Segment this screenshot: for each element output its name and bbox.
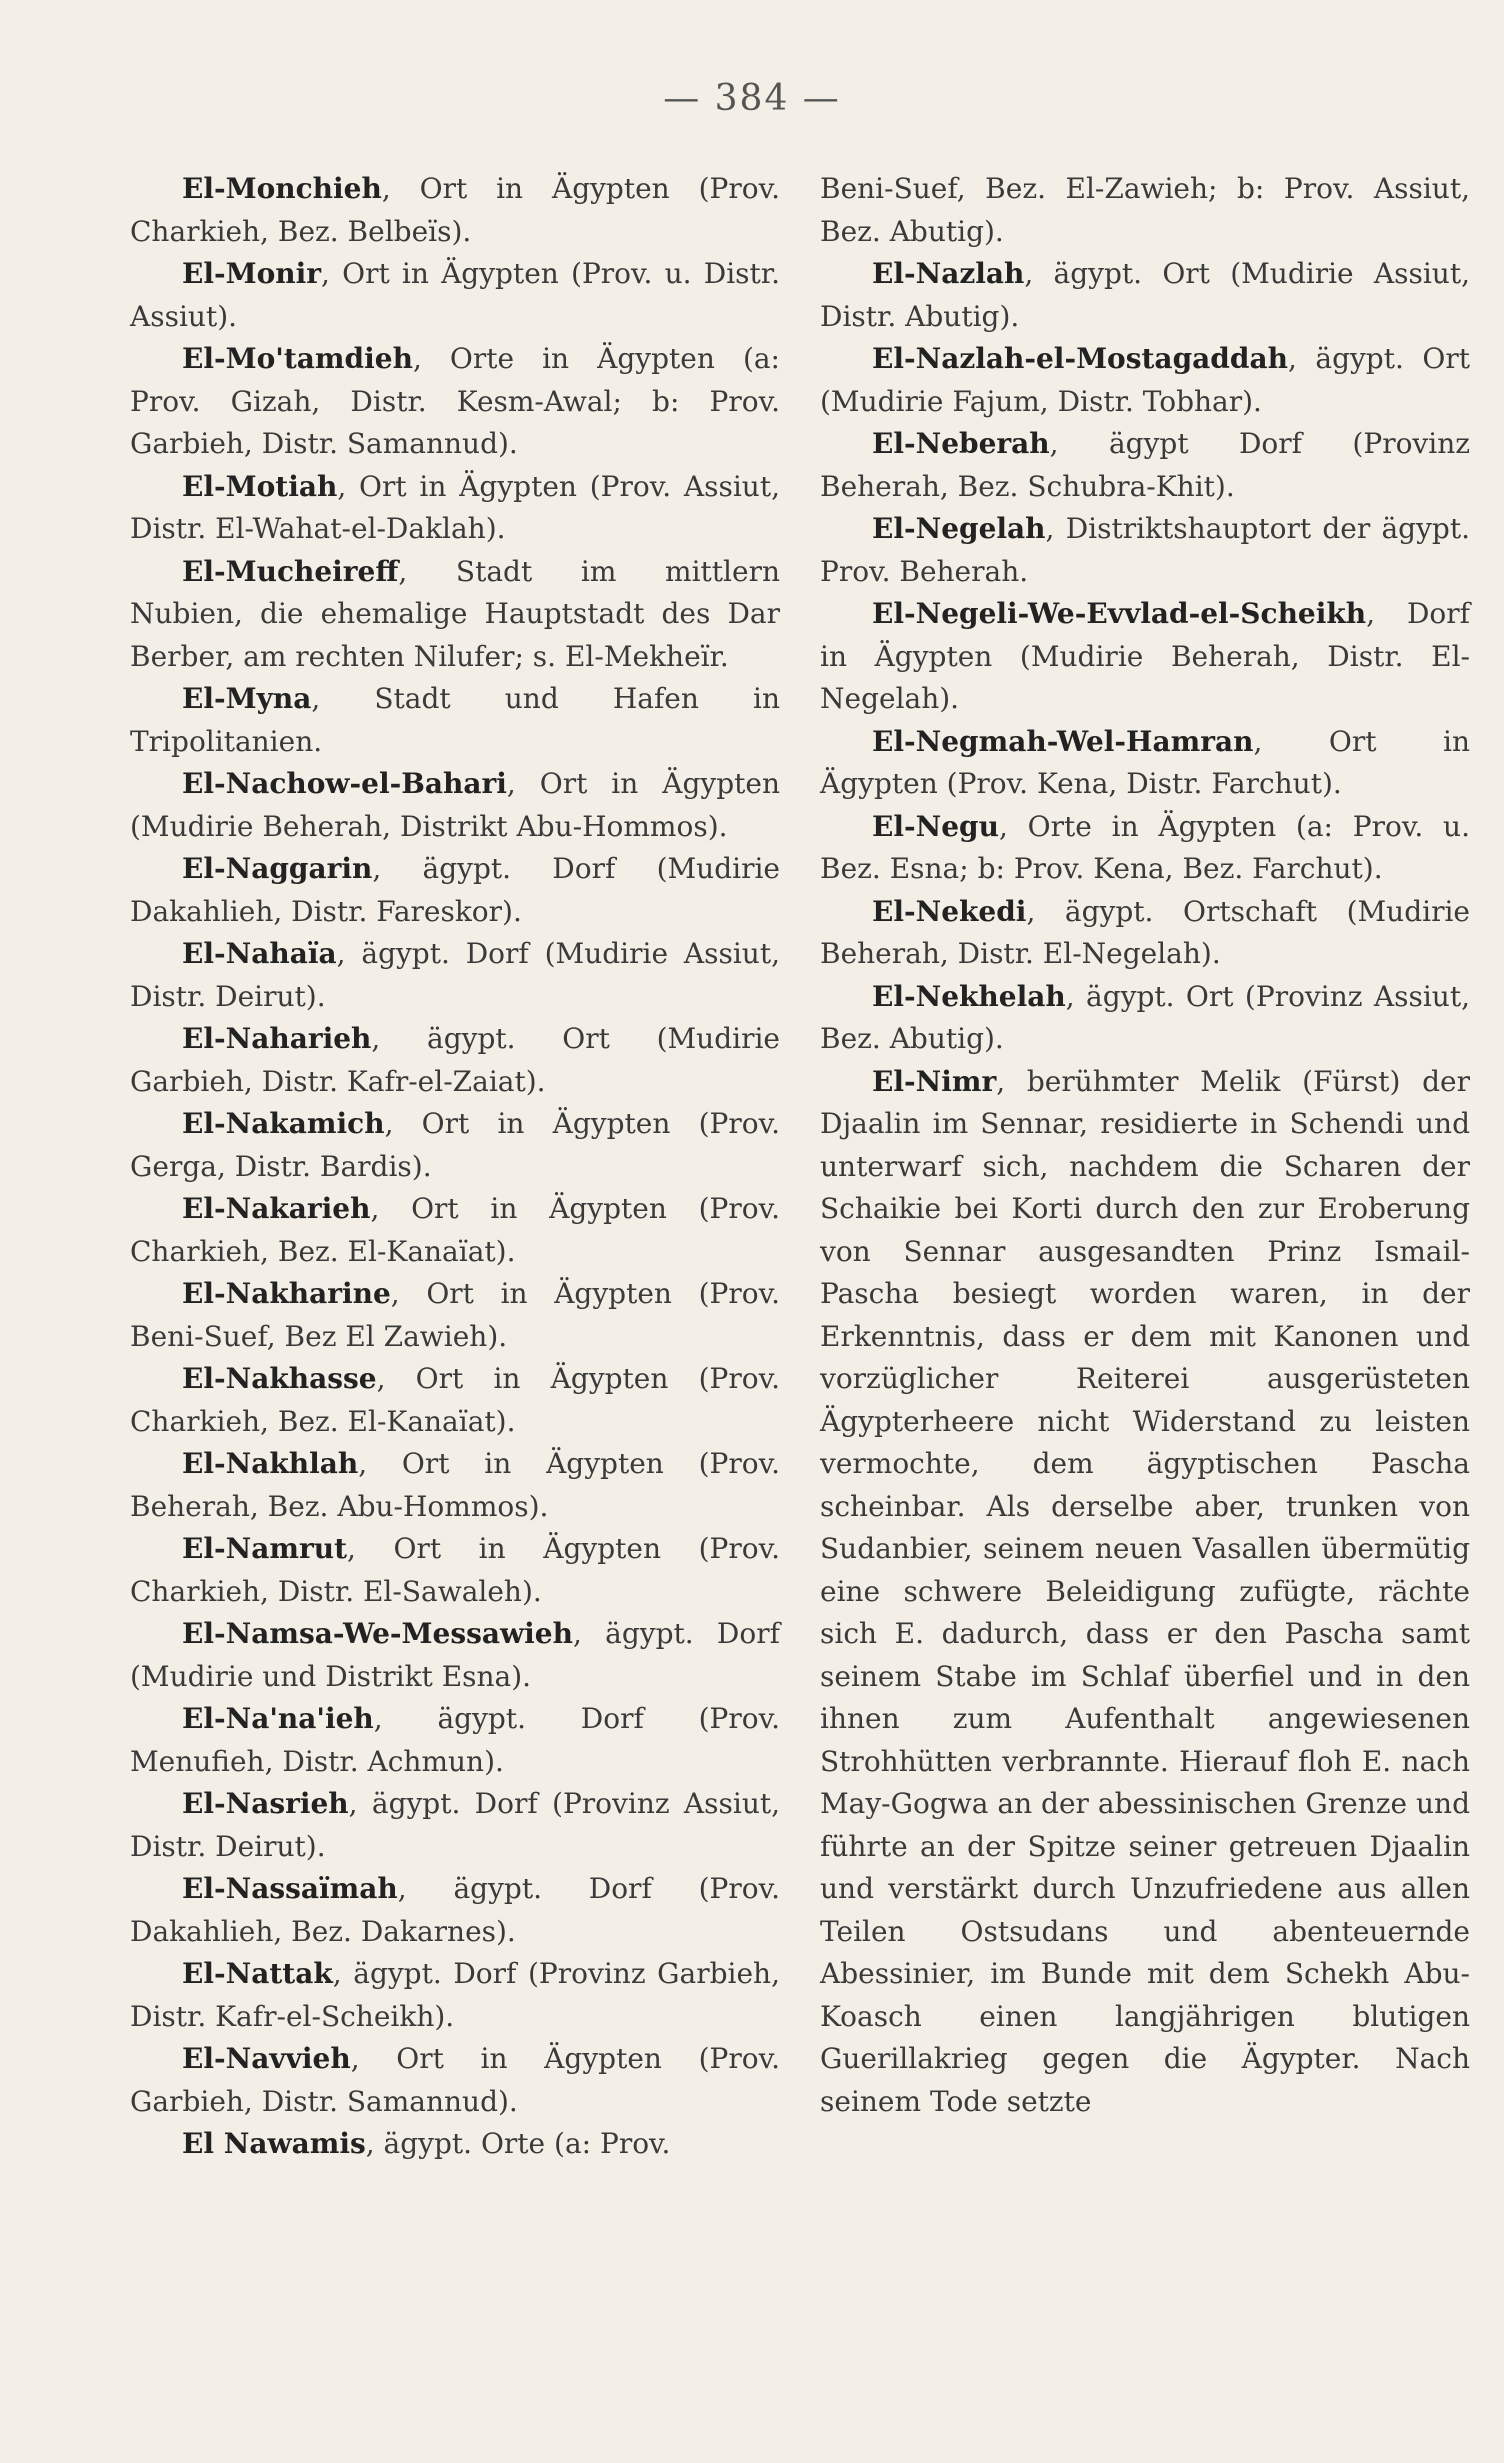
entry-headword: El-Namsa-We-Messawieh [182, 1617, 573, 1650]
entry-headword: El-Nakhlah [182, 1447, 359, 1480]
entry-text: , ägypt. Dorf (Provinz Garbieh, Distr. Kafr-el-Scheikh). [130, 1957, 780, 2033]
entry-headword: El-Nakharine [182, 1277, 391, 1310]
entry-text: , Ort in Ägypten (Prov. Garbieh, Distr. Samannud). [130, 2042, 780, 2118]
dictionary-entry [820, 508, 1470, 593]
dictionary-entry [130, 1188, 780, 1273]
dictionary-entry [130, 848, 780, 933]
entry-headword: El-Na'na'ieh [182, 1702, 374, 1735]
entry-headword: El-Nahaïa [182, 937, 337, 970]
entry-text: , Ort in Ägypten (Mudirie Beherah, Distrikt Abu-Hommos). [130, 767, 780, 843]
entry-text: , ägypt. Ort (Mudirie Garbieh, Distr. Kafr-el-Zaiat). [130, 1022, 780, 1098]
dictionary-entry [130, 253, 780, 338]
entry-text: , ägypt. Ort (Provinz Assiut, Bez. Abutig). [820, 979, 1470, 1055]
left-column [130, 168, 780, 2166]
entry-text: , Stadt im mittlern Nubien, die ehemalige Hauptstadt des Dar Berber, am rechten Nilufer; s. El-Mekheïr. [130, 554, 780, 673]
entry-text: , ägypt. Ort (Mudirie Fajum, Distr. Tobhar). [820, 342, 1470, 418]
entry-headword: El-Motiah [182, 469, 338, 503]
entry-headword: El-Mo'tamdieh [182, 342, 413, 375]
dictionary-entry [130, 1103, 780, 1188]
entry-text: , ägypt. Orte (a: Prov. [365, 2127, 671, 2160]
dictionary-entry [820, 806, 1470, 891]
dictionary-entry [130, 338, 780, 466]
entry-text: , Stadt und Hafen in Tripolitanien. [130, 682, 780, 758]
entry-text: , ägypt. Dorf (Mudirie Assiut, Distr. Deirut). [130, 937, 780, 1013]
entry-headword: El-Nekhelah [872, 979, 1066, 1013]
entry-headword: El-Nakhasse [182, 1362, 377, 1395]
entry-headword: El-Nachow-el-Bahari [182, 767, 507, 800]
dictionary-entry [130, 763, 780, 848]
entry-headword: El-Negelah [872, 512, 1046, 545]
dictionary-entry [820, 721, 1470, 806]
entry-headword: El-Naggarin [182, 852, 373, 885]
dictionary-entry [130, 551, 780, 679]
dictionary-entry [130, 2123, 780, 2166]
dictionary-entry [820, 338, 1470, 423]
entry-text: , Orte in Ägypten (a: Prov. Gizah, Distr. Kesm-Awal; b: Prov. Garbieh, Distr. Samannud). [130, 342, 780, 460]
entry-text: , ägypt. Dorf (Mudirie Dakahlieh, Distr. Fareskor). [130, 852, 780, 928]
dictionary-entry [130, 1868, 780, 1953]
entry-text: , Ort in Ägypten (Prov. Kena, Distr. Farchut). [820, 724, 1470, 800]
dictionary-entry [820, 891, 1470, 976]
entry-headword: El-Negeli-We-Evvlad-el-Scheikh [872, 597, 1367, 630]
entry-headword: El-Naharieh [182, 1022, 372, 1055]
dictionary-entry [130, 678, 780, 763]
entry-headword: El-Nassaïmah [182, 1872, 398, 1905]
entry-text: , ägypt Dorf (Provinz Beherah, Bez. Schubra-Khit). [820, 427, 1470, 503]
entry-headword: El-Negu [872, 809, 999, 843]
entry-text: , ägypt. Dorf (Prov. Dakahlieh, Bez. Dakarnes). [130, 1872, 780, 1948]
entry-headword: El-Nattak [182, 1957, 333, 1990]
entry-text: , Ort in Ägypten (Prov. Charkieh, Bez. El-Kanaïat). [130, 1192, 780, 1268]
entry-headword: El-Myna [182, 682, 312, 715]
entry-headword: El-Nasrieh [182, 1787, 349, 1820]
entry-headword: El-Monir [182, 257, 322, 290]
dictionary-entry [130, 2038, 780, 2123]
entry-text: , Ort in Ägypten (Prov. Beni-Suef, Bez El Zawieh). [130, 1277, 780, 1353]
entry-text: , Ort in Ägypten (Prov. Gerga, Distr. Bardis). [130, 1107, 780, 1183]
entry-headword: El-Nakamich [182, 1107, 385, 1140]
dictionary-entry [820, 423, 1470, 508]
dictionary-entry [820, 593, 1470, 721]
right-column [820, 168, 1470, 2123]
entry-text: , Ort in Ägypten (Prov. Charkieh, Bez. Belbeïs). [130, 172, 780, 248]
entry-headword: El-Nekedi [872, 894, 1027, 928]
dictionary-entry [130, 466, 780, 551]
dictionary-entry [130, 1698, 780, 1783]
entry-text: , ägypt. Dorf (Prov. Menufieh, Distr. Achmun). [130, 1702, 780, 1778]
dictionary-entry [130, 1018, 780, 1103]
dictionary-entry [130, 1443, 780, 1528]
entry-text: , Orte in Ägypten (a: Prov. u. Bez. Esna; b: Prov. Kena, Bez. Farchut). [820, 809, 1470, 885]
dictionary-entry [130, 1953, 780, 2038]
dictionary-entry [130, 1783, 780, 1868]
entry-headword: El-Navvieh [182, 2042, 351, 2075]
entry-headword: El-Nazlah [872, 257, 1025, 290]
entry-text: , Distriktshauptort der ägypt. Prov. Beherah. [820, 512, 1470, 588]
entry-text: , Ort in Ägypten (Prov. Charkieh, Distr. El-Sawaleh). [130, 1532, 780, 1608]
entry-text: , ägypt. Dorf (Provinz Assiut, Distr. Deirut). [130, 1787, 780, 1863]
entry-text: , ägypt. Ort (Mudirie Assiut, Distr. Abutig). [820, 257, 1470, 333]
dictionary-entry [130, 1528, 780, 1613]
entry-headword: El-Nimr [872, 1064, 997, 1098]
entry-text: , Ort in Ägypten (Prov. u. Distr. Assiut). [130, 257, 780, 333]
dictionary-entry [130, 1273, 780, 1358]
dictionary-entry [130, 1358, 780, 1443]
entry-headword: El-Namrut [182, 1532, 348, 1565]
entry-text: , Ort in Ägypten (Prov. Beherah, Bez. Abu-Hommos). [130, 1447, 780, 1523]
entry-headword: El Nawamis [182, 2127, 366, 2160]
entry-text: , Dorf in Ägypten (Mudirie Beherah, Distr. El-Negelah). [820, 597, 1470, 715]
dictionary-entry [820, 1061, 1470, 2124]
entry-text: , ägypt. Ortschaft (Mudirie Beherah, Distr. El-Negelah). [820, 894, 1470, 970]
entry-text: Beni-Suef, Bez. El-Zawieh; b: Prov. Assiut, Bez. Abutig). [820, 172, 1470, 248]
entry-text: , berühmter Melik (Fürst) der Djaalin im Sennar, residierte in Schendi und unterwarf sich, nachdem die Scharen der Schaikie bei Korti durch den zur Eroberung von Sennar ausgesandten Prinz Ismail-Pascha besiegt worden waren, in der Erkenntnis, dass er dem mit Kanonen und vorzüglicher Reiterei ausgerüsteten Ägypterheere nicht Widerstand zu leisten vermochte, dem ägyptischen Pascha scheinbar. Als derselbe aber, trunken von Sudanbier, seinem neuen Vasallen übermütig eine schwere Beleidigung zufügte, rächte sich E. dadurch, dass er den Pascha samt seinem Stabe im Schlaf überfiel und in den ihnen zum Aufenthalt angewiesenen Strohhütten verbrannte. Hierauf floh E. nach May-Gogwa an der abessinischen Grenze und führte an der Spitze seiner getreuen Djaalin und verstärkt durch Unzufriedene aus allen Teilen Ostsudans und abenteuernde Abessinier, im Bunde mit dem Schekh Abu-Koasch einen langjährigen blutigen Guerillakrieg gegen die Ägypter. Nach seinem Tode setzte [820, 1064, 1470, 2118]
entry-headword: El-Neberah [872, 427, 1050, 460]
entry-text: , ägypt. Dorf (Mudirie und Distrikt Esna). [130, 1617, 780, 1693]
dictionary-entry [130, 933, 780, 1018]
entry-text: , Ort in Ägypten (Prov. Charkieh, Bez. El-Kanaïat). [130, 1362, 780, 1438]
entry-headword: El-Monchieh [182, 172, 382, 205]
entry-headword: El-Nazlah-el-Mostagaddah [872, 342, 1288, 375]
entry-headword: El-Mucheireff [182, 554, 399, 588]
dictionary-entry [130, 1613, 780, 1698]
entry-headword: El-Nakarieh [182, 1192, 371, 1225]
page-number: — 384 — [663, 78, 841, 119]
dictionary-entry [820, 253, 1470, 338]
entry-text: , Ort in Ägypten (Prov. Assiut, Distr. El-Wahat-el-Daklah). [130, 469, 780, 545]
dictionary-entry [130, 168, 780, 253]
dictionary-entry [820, 168, 1470, 253]
entry-headword: El-Negmah-Wel-Hamran [872, 724, 1254, 758]
dictionary-entry [820, 976, 1470, 1061]
